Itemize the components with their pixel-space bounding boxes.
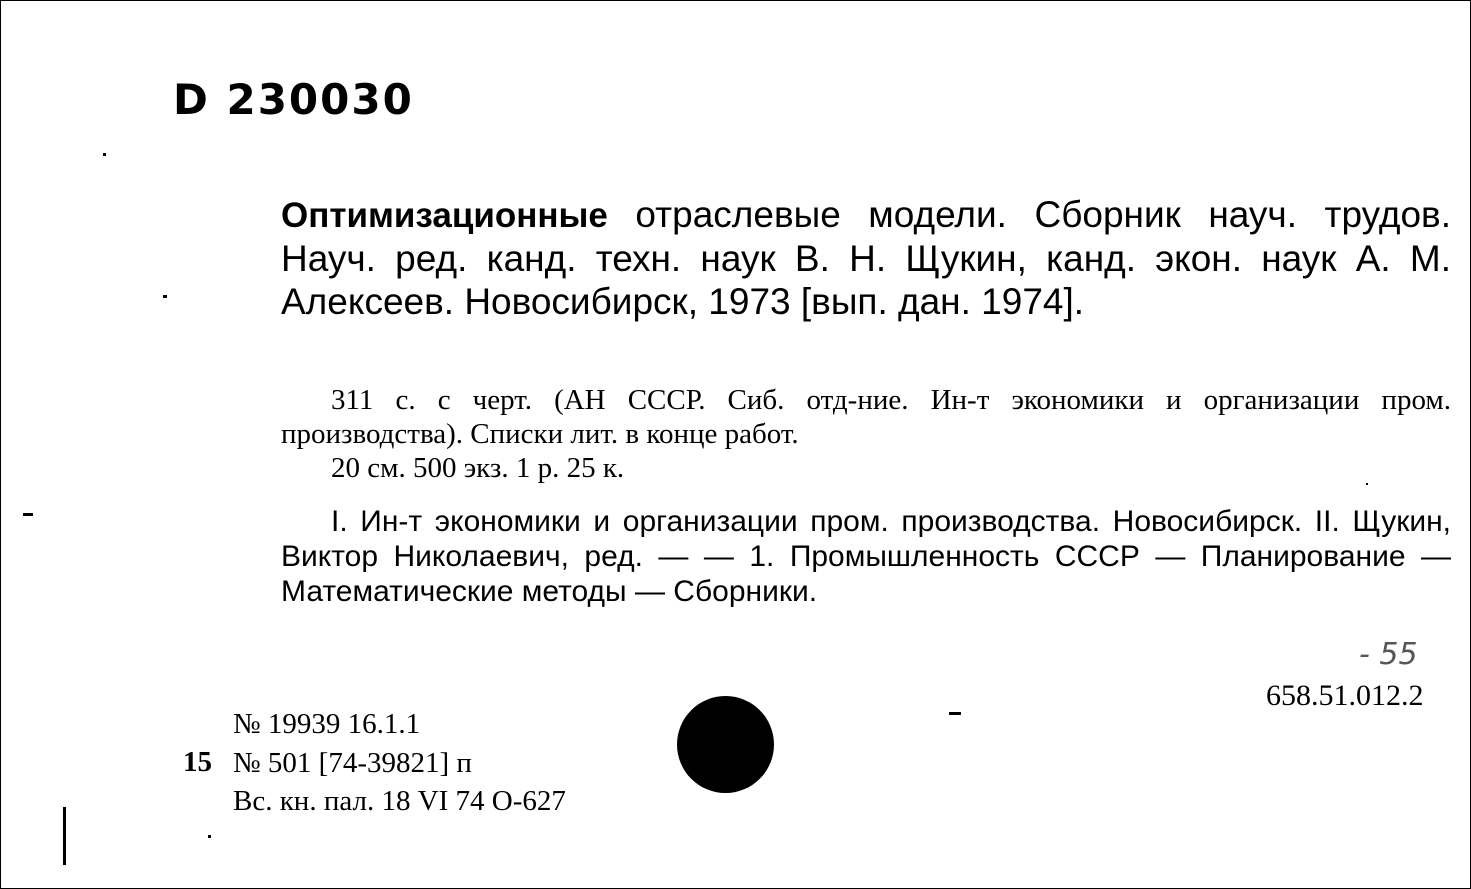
scan-speck: [23, 513, 33, 516]
punch-hole: [677, 696, 774, 793]
registry-line-2: № 501 [74-39821] п: [233, 747, 472, 779]
registry-prefix: 15: [183, 746, 212, 778]
format-line: 20 см. 500 экз. 1 р. 25 к.: [331, 452, 625, 484]
scan-mark: [63, 807, 66, 865]
subject-tracings: I. Ин-т экономики и организации пром. производства. Новосибирск. II. Щукин, Виктор Николаевич, ред. — — 1. Промышленность СССР — Планирование — Математические методы — Сборники.: [281, 505, 1451, 608]
scan-speck: [208, 835, 211, 838]
title-entry: [281, 193, 1451, 323]
scan-speck: [949, 712, 961, 715]
title-rest: отраслевые модели. Сборник науч. трудов. Науч. ред. канд. техн. наук В. Н. Щукин, канд. экон. наук А. М. Алексеев. Новосибирск, 1973 [вып. дан. 1974].: [281, 194, 1451, 322]
scan-speck: [1366, 483, 1368, 485]
handwritten-note: - 55: [1359, 637, 1418, 672]
physical-description: 311 с. с черт. (АН СССР. Сиб. отд-ние. Ин-т экономики и организации пром. производства). Списки лит. в конце работ.: [281, 384, 1451, 450]
scan-speck: [163, 295, 167, 298]
registry-line-1: № 19939 16.1.1: [233, 708, 421, 740]
call-number: D 230030: [173, 75, 414, 124]
title-lead-word: Оптимизационные: [281, 196, 608, 235]
udc-number: 658.51.012.2: [1266, 679, 1424, 712]
scan-speck: [103, 153, 106, 156]
registry-line-3: Вс. кн. пал. 18 VI 74 О-627: [233, 785, 566, 817]
